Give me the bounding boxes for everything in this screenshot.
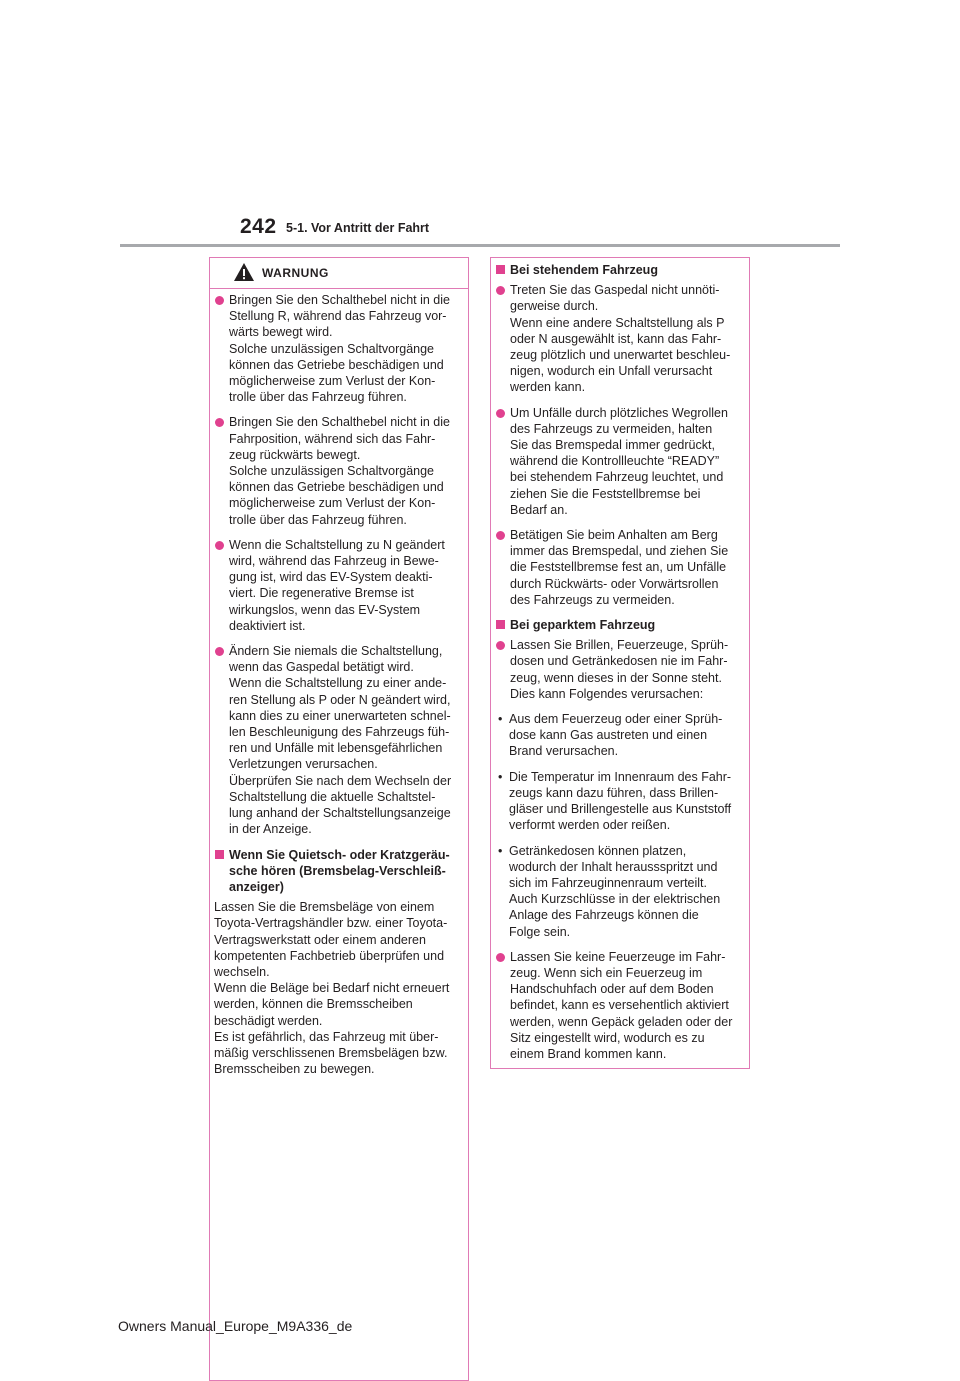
text-line: beschädigt werden.: [214, 1013, 323, 1028]
sub-bullet: [495, 843, 744, 940]
text-line: des Fahrzeugs zu vermeiden.: [510, 592, 675, 607]
square-bullet-icon: [496, 620, 505, 629]
warning-box: [209, 257, 469, 1381]
text-line: ziehen Sie die Feststellbremse bei: [510, 486, 701, 501]
warning-triangle-icon: [233, 262, 255, 282]
text-line: befindet, kann es versehentlich aktiviert: [510, 998, 729, 1013]
text-line: die Feststellbremse fest an, um Unfälle: [510, 560, 727, 575]
text-line: Es ist gefährlich, das Fahrzeug mit über-: [214, 1029, 439, 1044]
brake-paragraph: [214, 899, 463, 1077]
text-line: in der Anzeige.: [229, 822, 312, 837]
page-number: 242: [240, 215, 277, 238]
text-line: Sie das Bremspedal immer gedrückt,: [510, 438, 715, 453]
text-line: des Fahrzeugs zu vermeiden, halten: [510, 421, 713, 436]
text-line: werden kann.: [510, 380, 586, 395]
warning-bullet: [214, 537, 463, 634]
text-line: zeug. Wenn sich ein Feuerzeug im: [510, 965, 703, 980]
text-line: gung ist, wird das EV-System deakti-: [229, 570, 433, 585]
text-line: Handschuhfach oder auf dem Boden: [510, 982, 714, 997]
lighter-bullet: [495, 949, 744, 1062]
text-line: Betätigen Sie beim Anhalten am Berg: [510, 528, 718, 543]
text-line: Fahrposition, während sich das Fahr-: [229, 431, 436, 446]
text-line: wärts bewegt wird.: [229, 325, 333, 340]
text-line: gerweise durch.: [510, 299, 599, 314]
footer-text: Owners Manual_Europe_M9A336_de: [118, 1318, 353, 1334]
text-line: Schaltstellung die aktuelle Schaltstel-: [229, 789, 436, 804]
text-line: Lassen Sie Brillen, Feuerzeuge, Sprüh-: [510, 638, 729, 653]
text-line: sich im Fahrzeuginnenraum verteilt.: [509, 875, 707, 890]
text-line: Um Unfälle durch plötzliches Wegrollen: [510, 405, 728, 420]
text-line: Dies kann Folgendes verursachen:: [510, 686, 704, 701]
text-line: wenn das Gaspedal betätigt wird.: [229, 660, 414, 675]
bullet-dot-icon: [496, 641, 505, 650]
stationary-bullet: [495, 282, 744, 395]
text-line: trolle über das Fahrzeug führen.: [229, 390, 407, 405]
text-line: Getränkedosen können platzen,: [509, 843, 687, 858]
bullet-dot-icon: [215, 647, 224, 656]
section-heading-parked: [495, 617, 744, 633]
text-line: viert. Die regenerative Bremse ist: [229, 586, 414, 601]
text-line: Bringen Sie den Schalthebel nicht in die: [229, 415, 450, 430]
text-line: Bringen Sie den Schalthebel nicht in die: [229, 293, 450, 307]
text-line: Wenn eine andere Schaltstellung als P: [510, 315, 725, 330]
text-line: Toyota-Vertragshändler bzw. einer Toyota-: [214, 916, 448, 931]
section-title: 5-1. Vor Antritt der Fahrt: [286, 221, 430, 235]
heading-line: anzeiger): [229, 879, 284, 894]
heading-line: Bei stehendem Fahrzeug: [510, 263, 658, 277]
text-line: zeug rückwärts bewegt.: [229, 447, 361, 462]
text-line: immer das Bremspedal, und ziehen Sie: [510, 544, 729, 559]
text-line: dosen und Getränkedosen nie im Fahr-: [510, 654, 728, 669]
bullet-dot-icon: [496, 953, 505, 962]
section-heading-stationary: [495, 262, 744, 278]
text-line: Vertragswerkstatt oder einem anderen: [214, 932, 426, 947]
bullet-dot-icon: [496, 409, 505, 418]
warning-bullet: [214, 414, 463, 527]
square-bullet-icon: [496, 265, 505, 274]
text-line: Lassen Sie die Bremsbeläge von einem: [214, 900, 435, 915]
text-line: durch Rückwärts- oder Vorwärtsrollen: [510, 576, 719, 591]
sub-bullet: [495, 769, 744, 834]
text-line: Stellung R, während das Fahrzeug vor-: [229, 309, 447, 324]
stationary-bullet: [495, 405, 744, 518]
text-line: Überprüfen Sie nach dem Wechseln der: [229, 773, 452, 788]
text-line: Ändern Sie niemals die Schaltstellung,: [229, 644, 443, 659]
text-line: Brand verursachen.: [509, 744, 619, 759]
heading-line: sche hören (Bremsbelag-Verschleiß-: [229, 863, 446, 878]
text-line: bei stehendem Fahrzeug leuchtet, und: [510, 470, 724, 485]
text-line: ren und Unfälle mit lebensgefährlichen: [229, 741, 443, 756]
heading-line: Wenn Sie Quietsch- oder Kratzgeräu-: [229, 847, 450, 862]
text-line: Auch Kurzschlüsse in der elektrischen: [509, 892, 721, 907]
section-heading-brake-noise: [214, 847, 463, 896]
text-line: Lassen Sie keine Feuerzeuge im Fahr-: [510, 949, 726, 964]
text-line: wird, während das Fahrzeug in Bewe-: [229, 554, 439, 569]
bullet-dot-icon: [215, 418, 224, 427]
text-line: einem Brand kommen kann.: [510, 1046, 667, 1061]
text-line: ren Stellung als P oder N geändert wird,: [229, 692, 451, 707]
text-line: Verletzungen verursachen.: [229, 757, 378, 772]
text-line: lung anhand der Schaltstellungsanzeige: [229, 806, 451, 821]
small-bullet-icon: •: [498, 769, 503, 784]
warning-title: WARNUNG: [262, 266, 329, 280]
text-line: dose kann Gas austreten und einen: [509, 728, 708, 743]
text-line: trolle über das Fahrzeug führen.: [229, 512, 407, 527]
text-line: oder N ausgewählt ist, kann das Fahr-: [510, 331, 722, 346]
text-line: Folge sein.: [509, 924, 571, 939]
text-line: mäßig verschlissenen Bremsbelägen bzw.: [214, 1045, 448, 1060]
text-line: Aus dem Feuerzeug oder einer Sprüh-: [509, 712, 723, 727]
text-line: möglicherweise zum Verlust der Kon-: [229, 496, 436, 511]
text-line: wodurch der Inhalt heraussspritzt und: [509, 859, 718, 874]
small-bullet-icon: •: [498, 712, 503, 727]
text-line: möglicherweise zum Verlust der Kon-: [229, 374, 436, 389]
text-line: können das Getriebe beschädigen und: [229, 480, 444, 495]
text-line: wechseln.: [214, 964, 270, 979]
text-line: zeug, wenn dieses in der Sonne steht.: [510, 670, 722, 685]
bullet-dot-icon: [496, 531, 505, 540]
sub-bullet: [495, 711, 744, 760]
heading-line: Bei geparktem Fahrzeug: [510, 618, 656, 633]
text-line: len Beschleunigung des Fahrzeugs füh-: [229, 725, 450, 740]
warning-bullet: [214, 643, 463, 837]
warning-header: [210, 258, 468, 289]
warning-bullet: [214, 292, 463, 405]
text-line: Anlage des Fahrzeugs können die: [509, 908, 699, 923]
stationary-bullet: [495, 527, 744, 608]
right-content: [491, 258, 749, 1062]
bullet-dot-icon: [496, 286, 505, 295]
bullet-dot-icon: [215, 296, 224, 305]
warning-content: [210, 289, 468, 1077]
text-line: werden, können die Bremsscheiben: [214, 997, 413, 1012]
text-line: können das Getriebe beschädigen und: [229, 357, 444, 372]
text-line: Treten Sie das Gaspedal nicht unnöti-: [510, 283, 720, 298]
small-bullet-icon: •: [498, 843, 503, 858]
text-line: zeug plötzlich und unerwartet beschleu-: [510, 348, 731, 363]
text-line: Wenn die Schaltstellung zu einer ande-: [229, 676, 447, 691]
text-line: Sitz eingestellt wird, wodurch es zu: [510, 1030, 705, 1045]
text-line: wirkungslos, wenn das EV-System: [229, 602, 421, 617]
text-line: Solche unzulässigen Schaltvorgänge: [229, 464, 434, 479]
parked-bullet: [495, 637, 744, 702]
header-rule: [120, 244, 840, 247]
text-line: Wenn die Schaltstellung zu N geändert: [229, 537, 445, 552]
text-line: verformt werden oder reißen.: [509, 818, 671, 833]
text-line: Bremsscheiben zu bewegen.: [214, 1062, 375, 1077]
text-line: Bedarf an.: [510, 502, 568, 517]
text-line: deaktiviert ist.: [229, 618, 306, 633]
text-line: kompetenten Fachbetrieb überprüfen und: [214, 948, 445, 963]
right-warning-box: [490, 257, 750, 1069]
text-line: werden, wenn Gepäck geladen oder der: [510, 1014, 733, 1029]
text-line: nigen, wodurch ein Unfall verursacht: [510, 364, 713, 379]
square-bullet-icon: [215, 850, 224, 859]
text-line: kann dies zu einer unerwarteten schnel-: [229, 708, 451, 723]
text-line: gläser und Brillengestelle aus Kunststoff: [509, 802, 732, 817]
text-line: während die Kontrollleuchte “READY”: [510, 454, 720, 469]
bullet-dot-icon: [215, 541, 224, 550]
text-line: Die Temperatur im Innenraum des Fahr-: [509, 769, 732, 784]
text-line: zeugs kann dazu führen, dass Brillen-: [509, 785, 719, 800]
text-line: Solche unzulässigen Schaltvorgänge: [229, 341, 434, 356]
text-line: Wenn die Beläge bei Bedarf nicht erneuert: [214, 981, 450, 996]
